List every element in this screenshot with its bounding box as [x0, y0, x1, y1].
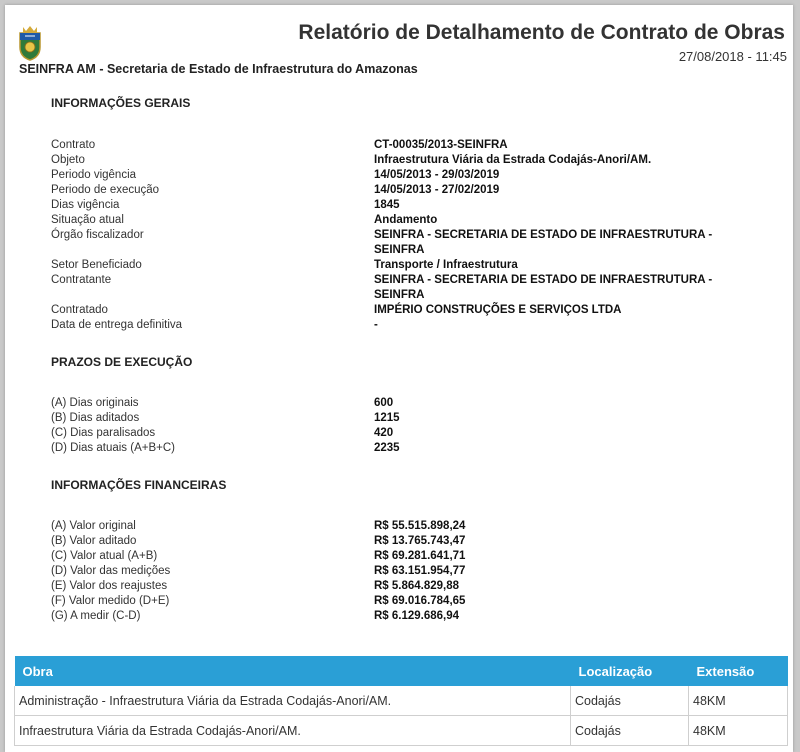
info-value: SEINFRA - SECRETARIA DE ESTADO DE INFRAESTRUTURA - SEINFRA [374, 229, 713, 256]
financial-value: R$ 6.129.686,94 [374, 610, 460, 622]
info-label: Setor Beneficiado [51, 259, 142, 271]
financial-info-list [51, 519, 771, 624]
organization-name: SEINFRA AM - Secretaria de Estado de Infraestrutura do Amazonas [19, 62, 418, 76]
deadline-value: 420 [374, 427, 394, 439]
works-table-header [15, 656, 788, 686]
info-value: Andamento [374, 214, 438, 226]
info-value: CT-00035/2013-SEINFRA [374, 139, 508, 151]
table-row [15, 716, 788, 746]
financial-value: R$ 13.765.743,47 [374, 535, 466, 547]
financial-label: (E) Valor dos reajustes [51, 580, 168, 592]
obra-cell: Administração - Infraestrutura Viária da Estrada Codajás-Anori/AM. [15, 686, 571, 716]
info-value: SEINFRA - SECRETARIA DE ESTADO DE INFRAESTRUTURA - SEINFRA [374, 274, 713, 301]
financial-row [51, 549, 771, 564]
column-header-obra: Obra [15, 656, 571, 686]
financial-value: R$ 63.151.954,77 [374, 565, 466, 577]
info-row-dias-vigencia [51, 198, 771, 213]
localizacao-cell: Codajás [571, 716, 689, 746]
general-info-list [51, 138, 771, 333]
report-title: Relatório de Detalhamento de Contrato de Obras [298, 21, 785, 44]
extensao-cell: 48KM [689, 716, 788, 746]
info-row-setor-beneficiado [51, 258, 771, 273]
financial-value: R$ 5.864.829,88 [374, 580, 460, 592]
deadline-label: (D) Dias atuais (A+B+C) [51, 442, 175, 454]
financial-label: (A) Valor original [51, 520, 136, 532]
info-value: 14/05/2013 - 27/02/2019 [374, 184, 500, 196]
localizacao-cell: Codajás [571, 686, 689, 716]
deadlines-list [51, 396, 771, 456]
financial-row [51, 609, 771, 624]
deadline-label: (C) Dias paralisados [51, 427, 156, 439]
deadline-label: (B) Dias aditados [51, 412, 140, 424]
deadline-row [51, 441, 771, 456]
deadline-row [51, 411, 771, 426]
info-value: 14/05/2013 - 29/03/2019 [374, 169, 500, 181]
financial-value: R$ 69.281.641,71 [374, 550, 466, 562]
deadline-value: 1215 [374, 412, 400, 424]
financial-value: R$ 55.515.898,24 [374, 520, 466, 532]
column-header-localizacao: Localização [571, 656, 689, 686]
info-label: Periodo vigência [51, 169, 137, 181]
extensao-cell: 48KM [689, 686, 788, 716]
info-label: Contratante [51, 274, 112, 286]
info-value: 1845 [374, 199, 400, 211]
info-label: Contrato [51, 139, 96, 151]
info-row-contrato [51, 138, 771, 153]
financial-info-title: INFORMAÇÕES FINANCEIRAS [51, 478, 227, 492]
deadline-label: (A) Dias originais [51, 397, 139, 409]
deadline-value: 2235 [374, 442, 400, 454]
info-row-contratado [51, 303, 771, 318]
info-label: Contratado [51, 304, 108, 316]
info-row-contratante [51, 273, 771, 303]
financial-row [51, 579, 771, 594]
info-label: Órgão fiscalizador [51, 229, 144, 241]
info-label: Objeto [51, 154, 85, 166]
info-value: - [374, 319, 378, 331]
financial-row [51, 519, 771, 534]
info-row-situacao-atual [51, 213, 771, 228]
report-datetime: 27/08/2018 - 11:45 [678, 49, 787, 64]
info-label: Dias vigência [51, 199, 120, 211]
info-value: IMPÉRIO CONSTRUÇÕES E SERVIÇOS LTDA [374, 304, 622, 316]
info-value: Transporte / Infraestrutura [374, 259, 518, 271]
financial-value: R$ 69.016.784,65 [374, 595, 466, 607]
deadline-row [51, 396, 771, 411]
financial-label: (F) Valor medido (D+E) [51, 595, 170, 607]
financial-label: (G) A medir (C-D) [51, 610, 141, 622]
obra-cell: Infraestrutura Viária da Estrada Codajás-Anori/AM. [15, 716, 571, 746]
deadline-row [51, 426, 771, 441]
amazonas-coat-of-arms-icon [17, 25, 43, 61]
financial-row [51, 564, 771, 579]
info-row-orgao-fiscalizador [51, 228, 771, 258]
info-row-objeto [51, 153, 771, 168]
deadlines-title: PRAZOS DE EXECUÇÃO [51, 355, 193, 369]
info-row-periodo-execucao [51, 183, 771, 198]
info-row-data-entrega [51, 318, 771, 333]
financial-label: (B) Valor aditado [51, 535, 137, 547]
table-row [15, 686, 788, 716]
deadline-value: 600 [374, 397, 394, 409]
financial-label: (C) Valor atual (A+B) [51, 550, 158, 562]
report-page [5, 5, 793, 752]
financial-label: (D) Valor das medições [51, 565, 171, 577]
general-info-title: INFORMAÇÕES GERAIS [51, 96, 191, 110]
financial-row [51, 594, 771, 609]
info-label: Data de entrega definitiva [51, 319, 183, 331]
financial-row [51, 534, 771, 549]
info-label: Periodo de execução [51, 184, 160, 196]
column-header-extensao: Extensão [689, 656, 788, 686]
info-label: Situação atual [51, 214, 124, 226]
info-value: Infraestrutura Viária da Estrada Codajás-Anori/AM. [374, 154, 652, 166]
info-row-periodo-vigencia [51, 168, 771, 183]
works-table [14, 656, 788, 746]
